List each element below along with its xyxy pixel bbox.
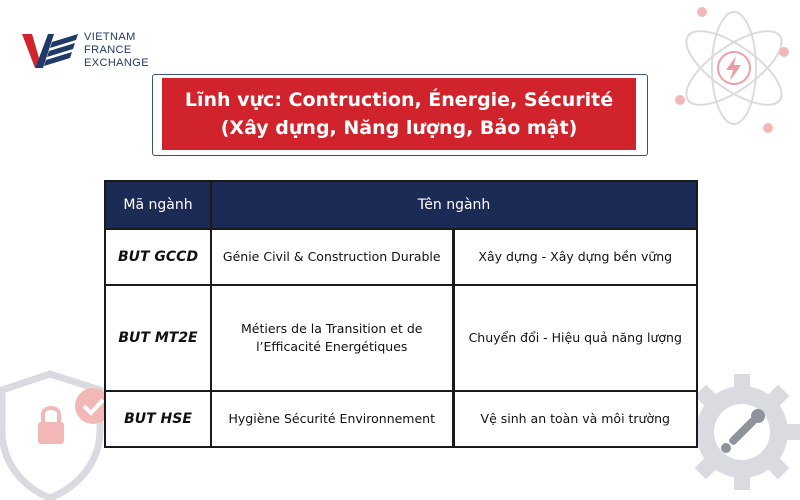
title-line-1: Lĩnh vực: Contruction, Énergie, Sécurité (184, 89, 614, 111)
row-code: BUT HSE (105, 391, 211, 447)
brand-logo (22, 30, 172, 72)
brand-line-1: VIETNAM (84, 31, 136, 43)
row-name-vi: Chuyển đổi - Hiệu quả năng lượng (453, 285, 697, 391)
row-name-fr: Génie Civil & Construction Durable (211, 229, 453, 285)
atom-energy-icon (672, 0, 800, 136)
shield-lock-icon (0, 370, 120, 500)
table-header-row (105, 181, 697, 229)
vfe-logo-icon (22, 32, 80, 70)
title-line-2: (Xây dựng, Năng lượng, Bảo mật) (220, 117, 578, 139)
title-banner (152, 74, 648, 156)
brand-line-3: EXCHANGE (84, 57, 149, 69)
row-code: BUT GCCD (105, 229, 211, 285)
row-name-vi: Xây dựng - Xây dựng bền vững (453, 229, 697, 285)
header-name: Tên ngành (211, 181, 697, 229)
table-row (105, 285, 697, 391)
header-code: Mã ngành (105, 181, 211, 229)
row-name-fr: Hygiène Sécurité Environnement (211, 391, 453, 447)
table-row (105, 229, 697, 285)
table-row (105, 391, 697, 447)
program-table (104, 180, 698, 448)
row-name-fr: Métiers de la Transition et de l’Efficacité Energétiques (211, 285, 453, 391)
brand-line-2: FRANCE (84, 44, 132, 56)
title-box (162, 78, 636, 150)
row-code: BUT MT2E (105, 285, 211, 391)
brand-name (84, 31, 149, 70)
row-name-vi: Vệ sinh an toàn và môi trường (453, 391, 697, 447)
